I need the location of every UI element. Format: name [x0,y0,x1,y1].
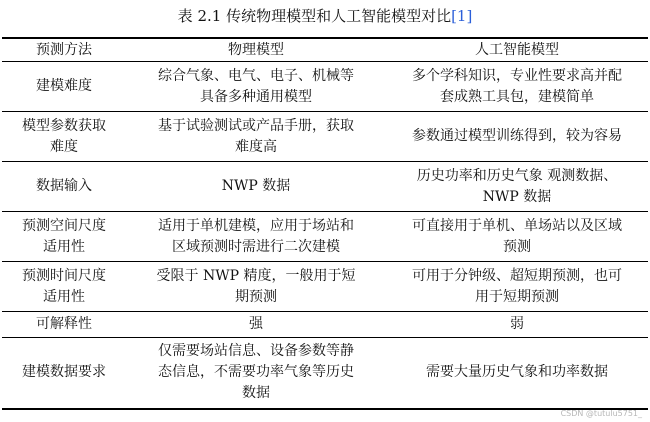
cell-line: 可解释性 [36,316,92,332]
cell-line: 数据 [242,385,270,402]
cell-line: 可直接用于单机、单场站以及区域 [412,217,622,234]
cell-line: 难度高 [235,138,277,155]
row-label [2,262,126,312]
citation-link[interactable]: [1] [451,7,473,25]
cell-line: 受限于 NWP 精度，一般用于短 [156,267,356,284]
header-physical-model: 物理模型 [126,38,386,62]
ai-model-cell [386,162,648,212]
cell-line: 套成熟工具包，建模简单 [440,88,594,105]
cell-line: 基于试验测试或产品手册，获取 [158,117,354,134]
cell-line: 用于短期预测 [475,288,559,305]
cell-line: 态信息，不需要功率气象等历史 [158,364,354,381]
header-prediction-method: 预测方法 [2,38,126,62]
cell-line: 可用于分钟级、超短期预测，也可 [412,267,622,284]
cell-line: 综合气象、电气、电子、机械等 [158,67,354,84]
row-label [2,62,126,112]
physical-model-cell [126,338,386,409]
source-watermark: CSDN @tutulu5751_ [560,409,642,418]
cell-line: 期预测 [235,288,277,305]
ai-model-cell [386,212,648,262]
ai-model-cell [386,262,648,312]
row-label [2,338,126,409]
table-header-row [2,38,648,62]
physical-model-cell [126,112,386,162]
ai-model-cell [386,338,648,409]
cell-line: 难度 [50,138,78,155]
table-row [2,62,648,112]
row-label [2,112,126,162]
table-row [2,212,648,262]
caption-text: 表 2.1 传统物理模型和人工智能模型对比 [177,7,452,25]
cell-line: 数据输入 [36,178,92,194]
physical-model-cell [126,162,386,212]
cell-line: 建模难度 [36,78,92,94]
physical-model-cell [126,312,386,338]
row-label [2,162,126,212]
row-label [2,312,126,338]
cell-line: 强 [249,316,263,332]
cell-line: 需要大量历史气象和功率数据 [426,364,608,381]
table-row [2,162,648,212]
row-label [2,212,126,262]
cell-line: 参数通过模型训练得到，较为容易 [412,128,622,144]
cell-line: 适用于单机建模，应用于场站和 [158,217,354,234]
cell-line: NWP 数据 [221,178,291,194]
cell-line: 弱 [510,316,524,332]
cell-line: 预测空间尺度 [22,217,106,234]
ai-model-cell [386,312,648,338]
cell-line: 具备多种通用模型 [200,88,312,105]
physical-model-cell [126,62,386,112]
physical-model-cell [126,262,386,312]
comparison-table [2,37,648,410]
ai-model-cell [386,112,648,162]
table-caption [0,6,650,26]
ai-model-cell [386,62,648,112]
table-row [2,112,648,162]
physical-model-cell [126,212,386,262]
cell-line: 预测 [503,238,531,255]
cell-line: 模型参数获取 [22,117,106,134]
header-ai-model: 人工智能模型 [386,38,648,62]
cell-line: 区域预测时需进行二次建模 [172,238,340,255]
table-row [2,338,648,409]
cell-line: 适用性 [43,238,85,255]
cell-line: 建模数据要求 [22,364,106,381]
cell-line: 历史功率和历史气象 观测数据、 [416,167,618,184]
table-row [2,262,648,312]
cell-line: 适用性 [43,288,85,305]
cell-line: 仅需要场站信息、设备参数等静 [158,343,354,360]
cell-line: 预测时间尺度 [22,267,106,284]
cell-line: NWP 数据 [482,188,552,205]
table-row [2,312,648,338]
cell-line: 多个学科知识，专业性要求高并配 [412,67,622,84]
